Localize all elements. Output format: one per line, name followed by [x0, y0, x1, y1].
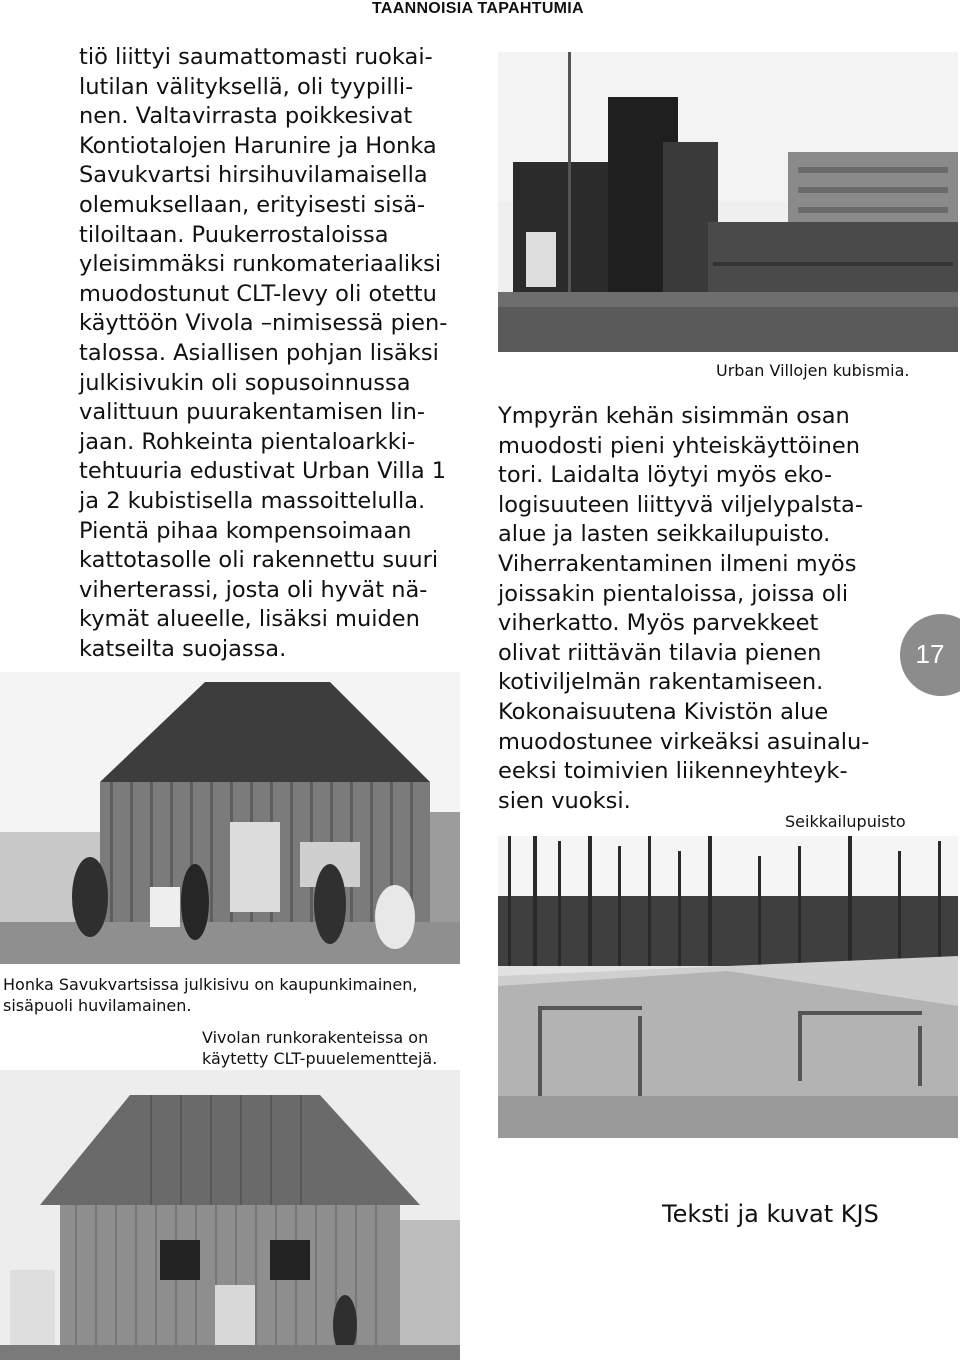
text-line: yleisimmäksi runkomateriaaliksi	[79, 251, 442, 278]
text-line: olivat riittävän tilavia pienen	[498, 639, 822, 666]
text-line: olemuksellaan, erityisesti sisä-	[79, 191, 426, 218]
text-line: alue ja lasten seikkailupuisto.	[498, 521, 831, 548]
text-line: Viherrakentaminen ilmeni myös	[498, 550, 857, 577]
text-line: tori. Laidalta löytyi myös eko-	[498, 462, 833, 489]
text-line: muodostunee virkeäksi asuinalu-	[498, 728, 870, 755]
section-title: TAANNOISIA TAPAHTUMIA	[372, 0, 584, 17]
text-line: viherkatto. Myös parvekkeet	[498, 610, 819, 637]
honka-caption-line2: sisäpuoli huvilamainen.	[3, 996, 192, 1015]
text-line: jaan. Rohkeinta pientaloarkki-	[79, 428, 416, 455]
text-line: julkisivukin oli sopusoinnussa	[79, 369, 411, 396]
text-line: Pientä pihaa kompensoimaan	[79, 517, 412, 544]
right-text-column	[498, 402, 869, 816]
urban-villa-photo	[498, 52, 958, 352]
left-text-column	[79, 43, 447, 664]
honka-caption-line1: Honka Savukvartsissa julkisivu on kaupunkimainen,	[3, 975, 418, 994]
text-line: kotiviljelmän rakentamiseen.	[498, 669, 824, 696]
text-line: sien vuoksi.	[498, 787, 631, 814]
text-line: tiö liittyi saumattomasti ruokai-	[79, 44, 433, 70]
text-line: joissakin pientaloissa, joissa oli	[498, 580, 849, 607]
text-line: kymät alueelle, lisäksi muiden	[79, 606, 420, 633]
text-line: muodostunut CLT-levy oli otettu	[79, 280, 437, 307]
text-line: tiloiltaan. Puukerrostaloissa	[79, 221, 389, 248]
text-line: Savukvartsi hirsihuvilamaisella	[79, 162, 428, 189]
text-line: nen. Valtavirrasta poikkesivat	[79, 103, 413, 130]
urban-villa-caption: Urban Villojen kubismia.	[716, 361, 910, 380]
text-line: katseilta suojassa.	[79, 635, 287, 662]
text-line: ja 2 kubistisella massoittelulla.	[79, 487, 426, 514]
text-line: muodosti pieni yhteiskäyttöinen	[498, 432, 860, 459]
text-line: Ympyrän kehän sisimmän osan	[498, 403, 850, 429]
text-line: talossa. Asiallisen pohjan lisäksi	[79, 339, 439, 366]
vivola-photo	[0, 1070, 460, 1360]
text-line: viherterassi, josta oli hyvät nä-	[79, 576, 428, 603]
vivola-caption-line2: käytetty CLT-puuelementtejä.	[202, 1049, 438, 1068]
seikkailupuisto-photo	[498, 836, 958, 1138]
photo-credit: Teksti ja kuvat KJS	[662, 1200, 879, 1228]
text-line: kattotasolle oli rakennettu suuri	[79, 547, 439, 574]
honka-savukvartsi-photo	[0, 672, 460, 964]
text-line: logisuuteen liittyvä viljelypalsta-	[498, 491, 863, 518]
text-line: lutilan välityksellä, oli tyypilli-	[79, 73, 414, 100]
seikkailupuisto-caption: Seikkailupuisto	[785, 812, 906, 831]
text-line: Kokonaisuutena Kivistön alue	[498, 698, 829, 725]
text-line: valittuun puurakentamisen lin-	[79, 399, 425, 426]
text-line: Kontiotalojen Harunire ja Honka	[79, 132, 437, 159]
text-line: tehtuuria edustivat Urban Villa 1	[79, 458, 447, 485]
page-number: 17	[915, 639, 945, 669]
vivola-caption-line1: Vivolan runkorakenteissa on	[202, 1028, 429, 1047]
text-line: eeksi toimivien liikenneyhteyk-	[498, 758, 848, 785]
text-line: käyttöön Vivola –nimisessä pien-	[79, 310, 448, 337]
